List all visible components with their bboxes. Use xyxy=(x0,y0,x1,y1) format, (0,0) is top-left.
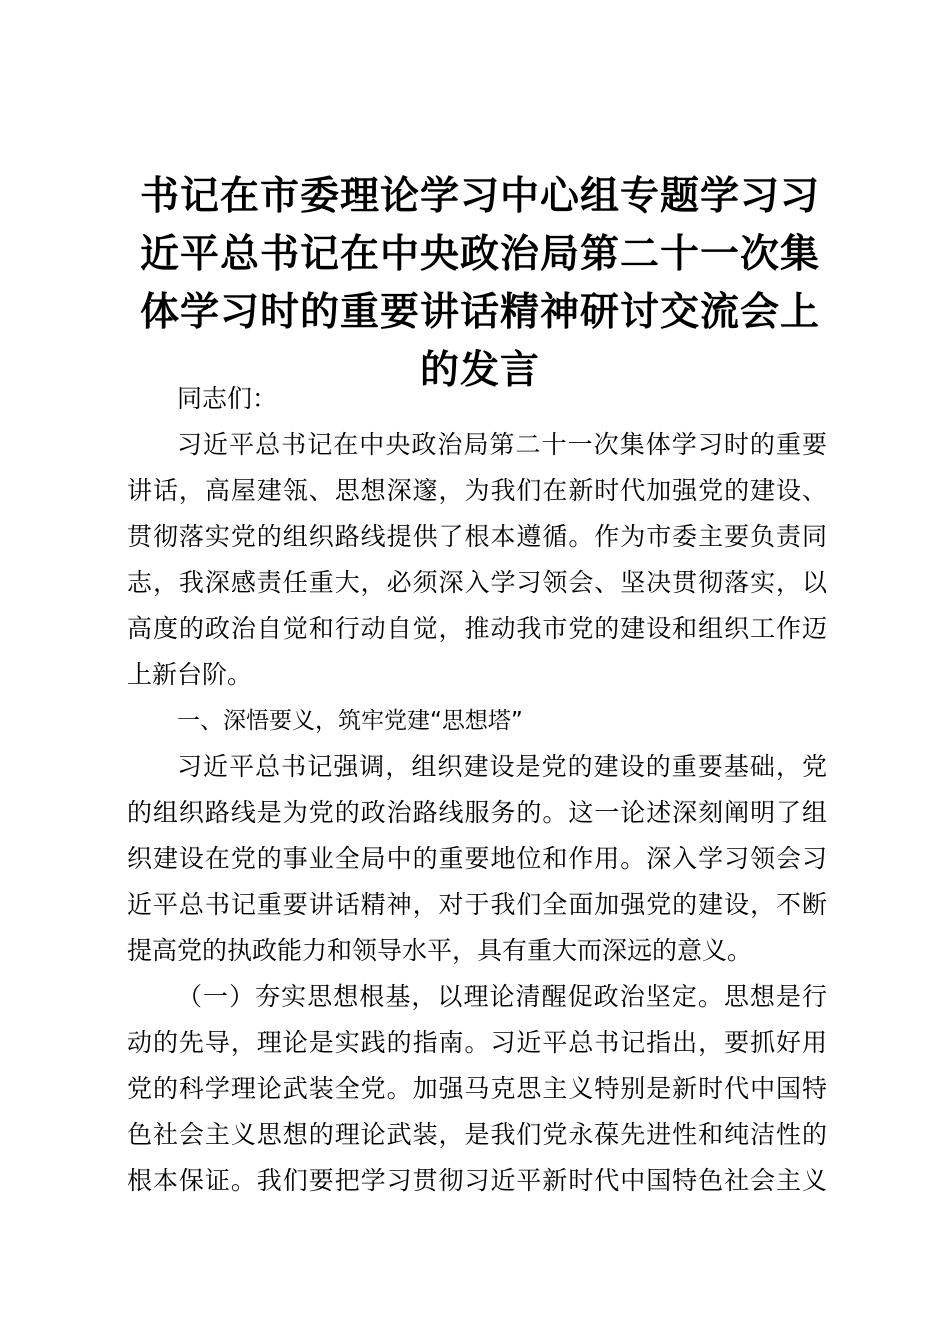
paragraph-line: 习近平总书记在中央政治局第二十一次集体学习时的重要 xyxy=(177,430,827,459)
paragraph-line: 的组织路线是为党的政治路线服务的。这一论述深刻阐明了组 xyxy=(127,798,827,827)
paragraph-line: 高度的政治自觉和行动自觉，推动我市党的建设和组织工作迈 xyxy=(127,614,827,643)
paragraph-line: 根本保证。我们要把学习贯彻习近平新时代中国特色社会主义 xyxy=(127,1166,827,1195)
paragraph-subsection1 xyxy=(127,974,827,1204)
document-body xyxy=(127,376,827,1204)
paragraph-intro xyxy=(127,422,827,698)
paragraph-section1 xyxy=(127,744,827,974)
paragraph-line: 上新台阶。 xyxy=(127,660,253,689)
paragraph-line: 志，我深感责任重大，必须深入学习领会、坚决贯彻落实，以 xyxy=(127,568,827,597)
paragraph-line: 党的科学理论武装全党。加强马克思主义特别是新时代中国特 xyxy=(127,1074,827,1103)
paragraph-line: 贯彻落实党的组织路线提供了根本遵循。作为市委主要负责同 xyxy=(127,522,827,551)
document-title xyxy=(120,168,840,400)
salutation xyxy=(127,376,827,422)
paragraph-line: 讲话，高屋建瓴、思想深邃，为我们在新时代加强党的建设、 xyxy=(127,476,827,505)
title-line-3: 体学习时的重要讲话精神研讨交流会上 xyxy=(139,290,820,335)
title-line-2: 近平总书记在中央政治局第二十一次集 xyxy=(139,232,820,277)
paragraph-line: 提高党的执政能力和领导水平，具有重大而深远的意义。 xyxy=(127,936,753,965)
paragraph-line: 色社会主义思想的理论武装，是我们党永葆先进性和纯洁性的 xyxy=(127,1120,827,1149)
paragraph-line: 动的先导，理论是实践的指南。习近平总书记指出，要抓好用 xyxy=(127,1028,827,1057)
salutation-text: 同志们： xyxy=(177,384,278,413)
section-heading xyxy=(127,698,827,744)
paragraph-line: 织建设在党的事业全局中的重要地位和作用。深入学习领会习 xyxy=(127,844,827,873)
title-line-1: 书记在市委理论学习中心组专题学习习 xyxy=(139,174,820,219)
paragraph-line: 近平总书记重要讲话精神，对于我们全面加强党的建设，不断 xyxy=(127,890,827,919)
title-line-4: 的发言 xyxy=(419,348,540,393)
section-heading-text: 一、深悟要义，筑牢党建“思想塔” xyxy=(177,708,523,734)
paragraph-line: 习近平总书记强调，组织建设是党的建设的重要基础，党 xyxy=(177,752,827,781)
paragraph-line: （一）夯实思想根基，以理论清醒促政治坚定。思想是行 xyxy=(177,982,827,1011)
